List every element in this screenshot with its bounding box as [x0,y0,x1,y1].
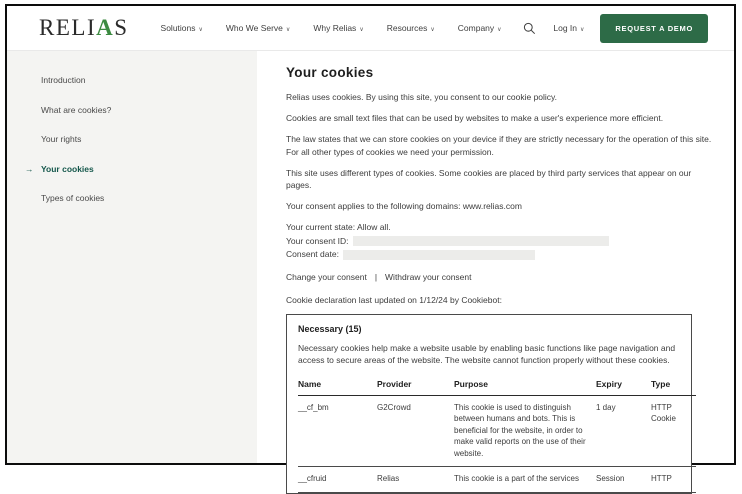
page-body [7,51,734,483]
search-icon[interactable] [523,21,537,35]
sidebar-item-types-of-cookies[interactable]: Types of cookies [41,193,105,203]
cookie-provider: Relias [377,467,454,493]
consent-status-block [286,221,714,262]
consent-id-label: Your consent ID: [286,235,349,246]
main-content [257,51,734,483]
cookie-declaration-panel [286,314,692,494]
chevron-down-icon: ∨ [580,26,585,33]
cookie-expiry: 1 day [596,395,651,467]
cookie-purpose: This cookie is used to distinguish between humans and bots. This is beneficial for the website, in order to make valid reports on the use of their website. [454,395,596,467]
logo-accent-letter: A [96,15,115,40]
paragraph-what-cookies-are: Cookies are small text files that can be used by websites to make a user's experience more efficient. [286,113,664,123]
table-row [298,467,696,493]
header-right-group [523,14,708,43]
chevron-down-icon: ∨ [497,26,502,33]
chevron-down-icon: ∨ [198,26,203,33]
withdraw-consent-link[interactable]: Withdraw your consent [385,271,472,282]
consent-date-line [286,248,714,262]
log-in-label: Log In [553,23,577,33]
paragraph-cookie-types: This site uses different types of cookies. Some cookies are placed by third party services that appear on our pages. [286,167,692,190]
col-header-type: Type [651,377,696,396]
request-a-demo-button[interactable]: REQUEST A DEMO [600,14,708,43]
cookie-name: __cf_bm [298,395,377,467]
col-header-expiry: Expiry [596,377,651,396]
consent-id-line [286,235,714,249]
chevron-down-icon: ∨ [285,26,291,33]
col-header-provider: Provider [377,377,454,396]
log-in-button[interactable] [553,23,584,33]
nav-item-company[interactable] [458,23,502,33]
browser-viewport [5,4,736,483]
logo-text-post: S [114,15,129,40]
active-arrow-icon: → [25,163,34,174]
sidebar-toc [7,51,257,463]
paragraph-law: The law states that we can store cookies on your device if they are strictly necessary for the operation of this site. For all other types of cookies we need your permission. [286,134,712,157]
col-header-name: Name [298,377,377,396]
cookie-type: HTTP [651,467,696,493]
cookie-expiry: Session [596,467,651,493]
cookie-table-header-row [298,377,696,396]
sidebar-item-introduction[interactable]: Introduction [41,75,86,85]
paragraph-cookie-policy: Relias uses cookies. By using this site, you consent to our cookie policy. [286,92,558,102]
chevron-down-icon: ∨ [359,26,364,33]
consent-actions [286,272,714,282]
nav-item-resources[interactable] [387,23,435,33]
main-nav [161,23,502,33]
link-separator: | [374,271,378,282]
consent-date-redacted-value [343,250,535,260]
cookie-table [298,377,696,493]
sidebar-item-what-are-cookies[interactable]: What are cookies? [41,104,112,115]
nav-label: Company [457,23,495,33]
cookie-type: HTTP Cookie [651,395,696,467]
sidebar-item-label: Your cookies [41,163,94,174]
page-title: Your cookies [286,65,374,80]
nav-item-solutions[interactable] [161,23,203,33]
declaration-updated-line: Cookie declaration last updated on 1/12/24 by Cookiebot: [286,294,502,305]
nav-item-who-we-serve[interactable] [226,23,290,33]
cookie-name: __cfruid [298,467,377,493]
logo-text-pre: RELI [39,15,97,40]
change-consent-link[interactable]: Change your consent [286,271,367,282]
nav-label: Solutions [160,23,196,33]
table-row [298,395,696,467]
cookie-purpose: This cookie is a part of the services [454,467,596,493]
cookie-section-title: Necessary (15) [298,323,362,334]
col-header-purpose: Purpose [454,377,596,396]
consent-state-line: Your current state: Allow all. [286,222,391,232]
nav-label: Who We Serve [225,23,283,33]
chevron-down-icon: ∨ [430,26,435,33]
cookie-section-description: Necessary cookies help make a website usable by enabling basic functions like page navigation and access to secure areas of the website. The website cannot function properly without these cookies. [298,342,676,365]
consent-id-redacted-value [353,236,609,246]
sidebar-item-your-rights[interactable]: Your rights [41,134,82,144]
site-header [7,6,734,51]
nav-item-why-relias[interactable] [313,23,363,33]
relias-logo[interactable] [39,15,129,41]
consent-date-label: Consent date: [286,249,339,259]
paragraph-domains: Your consent applies to the following domains: www.relias.com [286,201,522,211]
nav-label: Why Relias [313,23,357,33]
sidebar-item-your-cookies[interactable] [25,163,257,174]
cookie-provider: G2Crowd [377,395,454,467]
nav-label: Resources [386,23,428,33]
